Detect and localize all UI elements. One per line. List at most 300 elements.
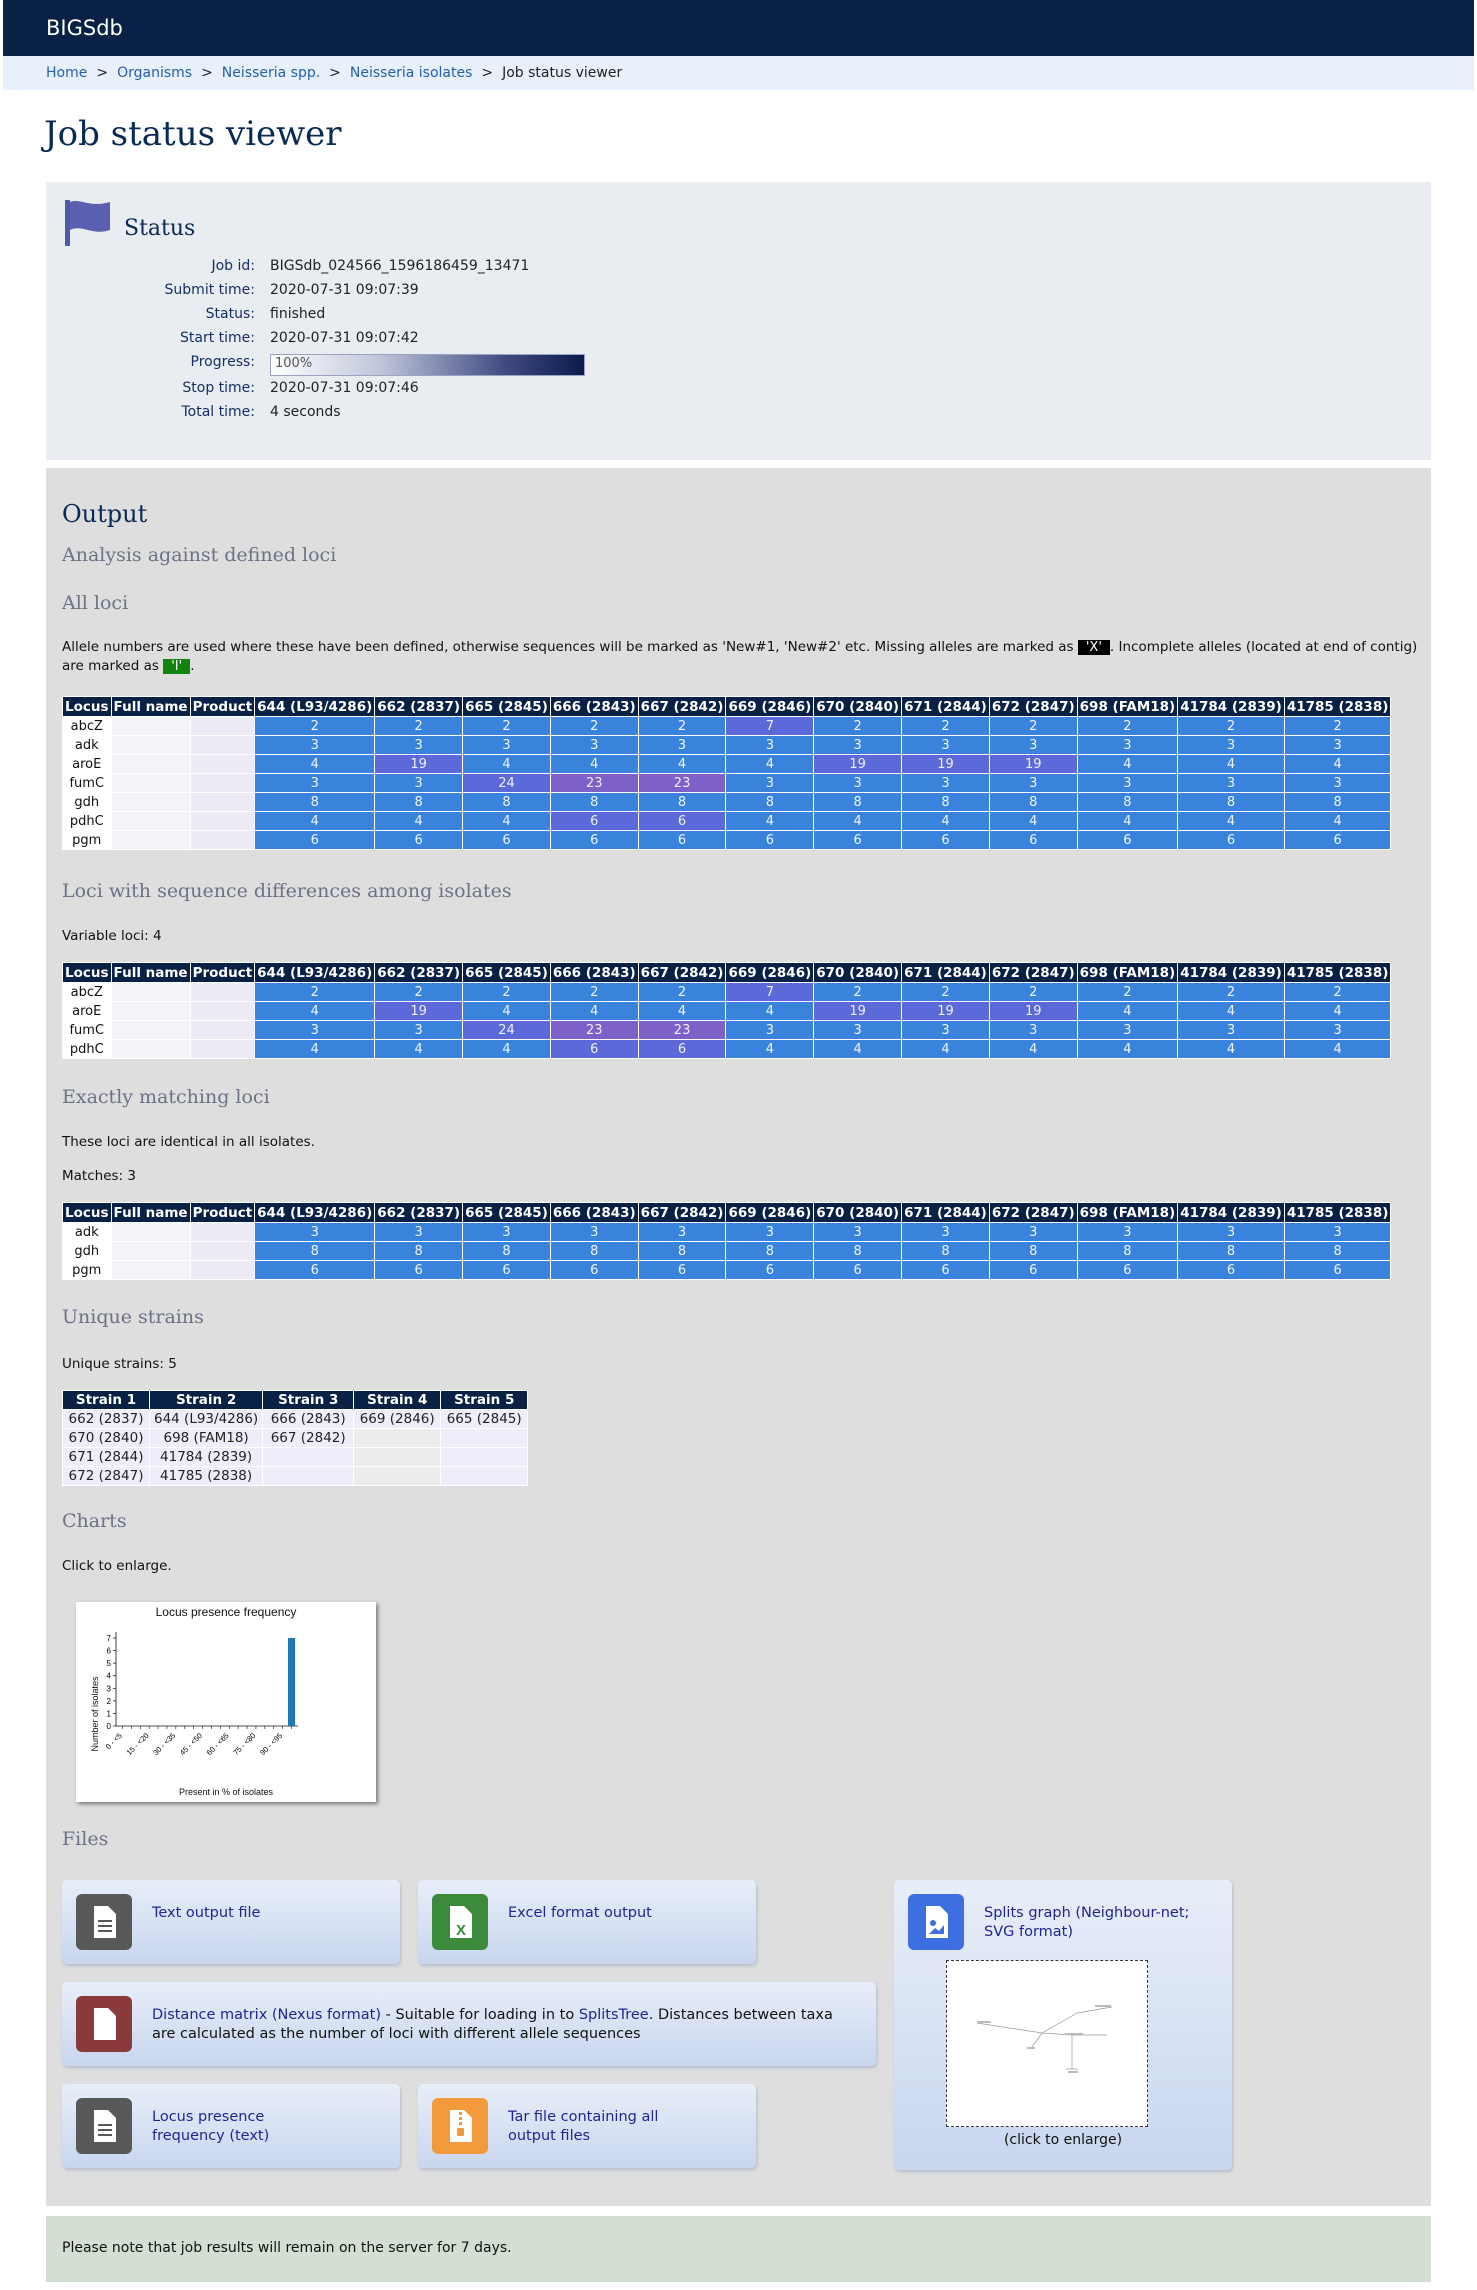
allele-cell: 4 (1284, 1002, 1391, 1021)
job-id-label: Job id: (211, 258, 255, 274)
chart-title: Locus presence frequency (155, 1605, 297, 1619)
allele-cell: 8 (638, 1242, 726, 1261)
allele-cell: 19 (814, 755, 902, 774)
allele-cell: 4 (1077, 1040, 1178, 1059)
allele-cell: 3 (638, 1223, 726, 1242)
allele-cell: 8 (1077, 1242, 1178, 1261)
column-header: 41785 (2838) (1284, 1203, 1391, 1223)
table-row (63, 1429, 528, 1448)
progress-value: 100% (275, 356, 313, 371)
allele-cell: 6 (550, 812, 638, 831)
allele-cell: 6 (638, 1040, 726, 1059)
progress-bar (270, 354, 585, 376)
breadcrumb (3, 56, 1474, 90)
allele-cell: 8 (1178, 1242, 1285, 1261)
splits-graph-image (947, 1961, 1147, 2126)
strain-cell (441, 1429, 528, 1448)
column-header: 41784 (2839) (1178, 1203, 1285, 1223)
distance-matrix-link[interactable]: Distance matrix (Nexus format) (152, 2007, 382, 2023)
allele-cell: 8 (726, 1242, 814, 1261)
chart-x-tick-label: 60 - <65 (204, 1731, 231, 1758)
column-header: Locus (63, 963, 112, 983)
locus-cell: fumC (63, 1021, 112, 1040)
allele-cell: 4 (726, 1040, 814, 1059)
page-title: Job status viewer (44, 114, 342, 154)
image-file-icon (908, 1894, 964, 1950)
text-output-link[interactable]: Text output file (152, 1905, 261, 1921)
column-header: 671 (2844) (902, 963, 990, 983)
allele-cell: 23 (550, 1021, 638, 1040)
product-cell (190, 755, 255, 774)
strain-cell: 671 (2844) (63, 1448, 150, 1467)
full-name-cell (111, 755, 190, 774)
total-time-row (46, 404, 1046, 426)
allele-cell: 2 (550, 983, 638, 1002)
chart-x-tick-label: 15 - <20 (124, 1731, 151, 1758)
allele-cell: 2 (989, 717, 1077, 736)
stop-time-value: 2020-07-31 09:07:46 (270, 380, 419, 396)
column-header: Locus (63, 1203, 112, 1223)
allele-note-text: Allele numbers are used where these have been defined, otherwise sequences will be marked as 'New#1, 'New#2' etc. Missing alleles are marked as (62, 639, 1074, 655)
total-time-value: 4 seconds (270, 404, 341, 420)
output-title: Output (62, 500, 148, 528)
allele-cell: 2 (638, 717, 726, 736)
allele-cell: 6 (255, 831, 375, 850)
strain-column-header: Strain 1 (63, 1391, 150, 1410)
column-header: 667 (2842) (638, 1203, 726, 1223)
splitstree-link[interactable]: SplitsTree (578, 2007, 649, 2023)
product-cell (190, 774, 255, 793)
product-cell (190, 1261, 255, 1280)
allele-cell: 3 (1284, 736, 1391, 755)
click-to-enlarge-label: (click to enlarge) (1003, 2132, 1123, 2148)
allele-cell: 8 (726, 793, 814, 812)
allele-cell: 19 (902, 1002, 990, 1021)
column-header: 698 (FAM18) (1077, 697, 1178, 717)
strain-column-header: Strain 4 (354, 1391, 441, 1410)
total-time-label: Total time: (181, 404, 255, 420)
allele-cell: 4 (255, 755, 375, 774)
allele-cell: 3 (1178, 774, 1285, 793)
table-row (63, 1448, 528, 1467)
allele-cell: 2 (1178, 717, 1285, 736)
allele-cell: 3 (902, 1223, 990, 1242)
locus-cell: gdh (63, 1242, 112, 1261)
allele-cell: 2 (255, 983, 375, 1002)
breadcrumb-separator: > (481, 65, 494, 81)
locus-presence-text-card[interactable] (62, 2084, 400, 2168)
brand-logo[interactable]: BIGSdb (46, 16, 123, 40)
allele-cell: 8 (1077, 793, 1178, 812)
distance-matrix-card[interactable] (62, 1982, 876, 2066)
matching-loci-table (62, 1202, 1391, 1280)
column-header: 666 (2843) (550, 697, 638, 717)
chart-y-tick-label: 4 (106, 1671, 111, 1681)
column-header: 670 (2840) (814, 697, 902, 717)
allele-cell: 6 (726, 1261, 814, 1280)
breadcrumb-separator: > (201, 65, 213, 81)
locus-cell: pdhC (63, 812, 112, 831)
allele-note (62, 638, 1422, 676)
column-header: 698 (FAM18) (1077, 1203, 1178, 1223)
product-cell (190, 983, 255, 1002)
breadcrumb-separator: > (329, 65, 341, 81)
excel-output-link[interactable]: Excel format output (508, 1905, 652, 1921)
full-name-cell (111, 1261, 190, 1280)
allele-cell: 8 (550, 1242, 638, 1261)
allele-note-text-4: . (190, 658, 195, 674)
strain-cell (441, 1448, 528, 1467)
allele-cell: 4 (1178, 1040, 1285, 1059)
breadcrumb-neisseria-isolates[interactable]: Neisseria isolates (349, 65, 473, 81)
column-header: 662 (2837) (375, 697, 463, 717)
allele-cell: 23 (638, 774, 726, 793)
table-row (63, 1242, 1391, 1261)
full-name-cell (111, 812, 190, 831)
allele-cell: 2 (1284, 717, 1391, 736)
allele-cell: 6 (1077, 1261, 1178, 1280)
column-header: 41784 (2839) (1178, 697, 1285, 717)
allele-cell: 4 (989, 812, 1077, 831)
splits-graph-thumbnail[interactable] (946, 1960, 1148, 2127)
allele-cell: 3 (550, 1223, 638, 1242)
allele-cell: 3 (375, 736, 463, 755)
excel-file-icon (432, 1894, 488, 1950)
status-panel (46, 182, 1431, 460)
column-header: Locus (63, 697, 112, 717)
allele-cell: 6 (989, 1261, 1077, 1280)
breadcrumb-current: Job status viewer (502, 65, 623, 81)
strain-cell: 667 (2842) (263, 1429, 354, 1448)
allele-cell: 8 (814, 1242, 902, 1261)
allele-cell: 3 (375, 774, 463, 793)
allele-cell: 6 (1077, 831, 1178, 850)
allele-cell: 3 (1178, 1223, 1285, 1242)
chart-ylabel: Number of isolates (90, 1676, 100, 1752)
document-file-icon (76, 1996, 132, 2052)
allele-cell: 4 (463, 1040, 551, 1059)
allele-cell: 19 (989, 1002, 1077, 1021)
table-row (63, 1261, 1391, 1280)
allele-cell: 2 (814, 983, 902, 1002)
allele-cell: 3 (1077, 736, 1178, 755)
all-loci-heading: All loci (62, 592, 129, 614)
column-header: Product (190, 1203, 255, 1223)
allele-cell: 19 (989, 755, 1077, 774)
product-cell (190, 1021, 255, 1040)
status-label: Status: (205, 306, 255, 322)
stop-time-label: Stop time: (182, 380, 255, 396)
charts-heading: Charts (62, 1510, 127, 1532)
strain-cell: 672 (2847) (63, 1467, 150, 1486)
allele-cell: 3 (726, 1021, 814, 1040)
text-file-icon (76, 1894, 132, 1950)
chart-y-tick-label: 7 (106, 1634, 111, 1643)
full-name-cell (111, 1242, 190, 1261)
product-cell (190, 812, 255, 831)
allele-cell: 4 (638, 1002, 726, 1021)
variable-loci-table (62, 962, 1391, 1059)
column-header: Full name (111, 963, 190, 983)
table-row (63, 812, 1391, 831)
allele-cell: 24 (463, 1021, 551, 1040)
allele-cell: 6 (1178, 831, 1285, 850)
allele-cell: 6 (463, 831, 551, 850)
allele-cell: 4 (1284, 755, 1391, 774)
allele-cell: 2 (463, 717, 551, 736)
allele-cell: 6 (989, 831, 1077, 850)
allele-cell: 8 (814, 793, 902, 812)
allele-cell: 3 (1077, 774, 1178, 793)
allele-cell: 4 (1178, 755, 1285, 774)
text-output-card[interactable] (62, 1880, 400, 1964)
matching-loci-heading: Exactly matching loci (62, 1086, 270, 1108)
allele-cell: 2 (375, 717, 463, 736)
allele-cell: 4 (463, 755, 551, 774)
allele-cell: 8 (1284, 1242, 1391, 1261)
allele-cell: 2 (255, 717, 375, 736)
strain-cell (441, 1467, 528, 1486)
chart-y-tick-label: 3 (106, 1684, 111, 1694)
allele-cell: 6 (638, 812, 726, 831)
strain-cell: 41784 (2839) (150, 1448, 263, 1467)
allele-cell: 3 (989, 736, 1077, 755)
column-header: 672 (2847) (989, 1203, 1077, 1223)
allele-cell: 3 (902, 1021, 990, 1040)
allele-cell: 8 (902, 793, 990, 812)
column-header: 41785 (2838) (1284, 697, 1391, 717)
allele-cell: 6 (375, 1261, 463, 1280)
allele-cell: 2 (463, 983, 551, 1002)
chart-x-tick-label: 90 - <95 (258, 1731, 285, 1758)
product-cell (190, 1040, 255, 1059)
allele-cell: 4 (550, 1002, 638, 1021)
chart-y-tick-label: 6 (106, 1646, 111, 1656)
allele-cell: 4 (1178, 1002, 1285, 1021)
distance-matrix-text: - Suitable for loading in to (381, 2007, 579, 2023)
allele-cell: 6 (375, 831, 463, 850)
allele-cell: 3 (255, 1223, 375, 1242)
locus-cell: aroE (63, 1002, 112, 1021)
allele-cell: 3 (989, 1021, 1077, 1040)
allele-cell: 6 (550, 1040, 638, 1059)
column-header: 665 (2845) (463, 697, 551, 717)
locus-presence-chart[interactable] (76, 1602, 376, 1802)
allele-cell: 4 (902, 1040, 990, 1059)
column-header: 669 (2846) (726, 963, 814, 983)
allele-cell: 2 (1077, 983, 1178, 1002)
product-cell (190, 1002, 255, 1021)
allele-cell: 23 (550, 774, 638, 793)
breadcrumb-neisseria-spp[interactable]: Neisseria spp. (221, 65, 321, 81)
matching-loci-count: Matches: 3 (62, 1168, 136, 1184)
allele-cell: 3 (255, 1021, 375, 1040)
retention-notice (46, 2216, 1431, 2282)
column-header: 670 (2840) (814, 1203, 902, 1223)
column-header: 662 (2837) (375, 963, 463, 983)
column-header: 666 (2843) (550, 963, 638, 983)
allele-cell: 3 (375, 1223, 463, 1242)
allele-cell: 4 (463, 812, 551, 831)
column-header: Product (190, 697, 255, 717)
column-header: 698 (FAM18) (1077, 963, 1178, 983)
allele-cell: 4 (638, 755, 726, 774)
allele-cell: 2 (814, 717, 902, 736)
full-name-cell (111, 793, 190, 812)
strain-cell: 670 (2840) (63, 1429, 150, 1448)
locus-cell: pdhC (63, 1040, 112, 1059)
strain-cell: 666 (2843) (263, 1410, 354, 1429)
allele-cell: 4 (255, 812, 375, 831)
variable-loci-count: Variable loci: 4 (62, 928, 162, 944)
allele-cell: 3 (814, 774, 902, 793)
column-header: 41784 (2839) (1178, 963, 1285, 983)
table-row (63, 1002, 1391, 1021)
table-row (63, 1021, 1391, 1040)
progress-label: Progress: (190, 354, 255, 370)
allele-cell: 6 (638, 1261, 726, 1280)
product-cell (190, 1242, 255, 1261)
column-header: 671 (2844) (902, 1203, 990, 1223)
allele-cell: 8 (638, 793, 726, 812)
allele-cell: 7 (726, 983, 814, 1002)
allele-cell: 2 (1077, 717, 1178, 736)
full-name-cell (111, 983, 190, 1002)
status-title: Status (124, 216, 196, 241)
locus-presence-chart-svg (76, 1602, 376, 1802)
strain-cell: 41785 (2838) (150, 1467, 263, 1486)
product-cell (190, 1223, 255, 1242)
missing-allele-badge: 'X' (1078, 640, 1110, 655)
splits-graph-card[interactable] (894, 1880, 1232, 2170)
allele-cell: 3 (902, 774, 990, 793)
incomplete-allele-badge: 'I' (163, 659, 190, 674)
allele-cell: 2 (902, 717, 990, 736)
column-header: 644 (L93/4286) (255, 1203, 375, 1223)
allele-cell: 3 (1284, 774, 1391, 793)
submit-time-row (46, 282, 1046, 304)
chart-x-tick-label: 30 - <35 (151, 1731, 178, 1758)
status-value: finished (270, 306, 326, 322)
locus-cell: gdh (63, 793, 112, 812)
status-row (46, 306, 1046, 328)
unique-strains-heading: Unique strains (62, 1306, 204, 1328)
column-header: 671 (2844) (902, 697, 990, 717)
full-name-cell (111, 1223, 190, 1242)
breadcrumb-organisms[interactable]: Organisms (117, 65, 193, 81)
allele-cell: 4 (375, 1040, 463, 1059)
output-panel (46, 468, 1431, 2206)
table-row (63, 736, 1391, 755)
strain-column-header: Strain 5 (441, 1391, 528, 1410)
allele-cell: 24 (463, 774, 551, 793)
distance-matrix-text-3: are calculated as the number of loci with different allele sequences (152, 2026, 641, 2042)
distance-matrix-description (152, 2006, 862, 2044)
allele-cell: 3 (1077, 1223, 1178, 1242)
allele-cell: 3 (463, 1223, 551, 1242)
allele-cell: 2 (989, 983, 1077, 1002)
allele-cell: 3 (255, 736, 375, 755)
unique-strains-table (62, 1390, 528, 1486)
allele-cell: 3 (726, 736, 814, 755)
locus-cell: pgm (63, 1261, 112, 1280)
allele-cell: 8 (375, 1242, 463, 1261)
allele-cell: 3 (1077, 1021, 1178, 1040)
unique-strains-count: Unique strains: 5 (62, 1356, 177, 1372)
strain-cell: 698 (FAM18) (150, 1429, 263, 1448)
allele-cell: 4 (1077, 812, 1178, 831)
matching-loci-note: These loci are identical in all isolates. (62, 1134, 315, 1150)
allele-cell: 7 (726, 717, 814, 736)
breadcrumb-home[interactable]: Home (46, 65, 88, 81)
strain-column-header: Strain 2 (150, 1391, 263, 1410)
all-loci-table (62, 696, 1391, 850)
allele-cell: 3 (989, 1223, 1077, 1242)
full-name-cell (111, 736, 190, 755)
tar-file-link[interactable]: Tar file containing all output files (508, 2109, 659, 2144)
locus-cell: abcZ (63, 983, 112, 1002)
allele-cell: 4 (255, 1002, 375, 1021)
allele-cell: 2 (1178, 983, 1285, 1002)
allele-cell: 8 (902, 1242, 990, 1261)
allele-cell: 4 (1284, 1040, 1391, 1059)
allele-cell: 4 (1077, 1002, 1178, 1021)
column-header: Full name (111, 697, 190, 717)
tar-file-card[interactable] (418, 2084, 756, 2168)
column-header: 670 (2840) (814, 963, 902, 983)
column-header: Product (190, 963, 255, 983)
chart-x-tick-label: 45 - <50 (177, 1731, 204, 1758)
archive-file-icon (432, 2098, 488, 2154)
allele-cell: 3 (726, 774, 814, 793)
full-name-cell (111, 1021, 190, 1040)
allele-cell: 6 (1284, 1261, 1391, 1280)
allele-cell: 6 (902, 831, 990, 850)
allele-note-text-2: . Incomplete alleles (located at end of contig) (1109, 639, 1418, 655)
column-header: 644 (L93/4286) (255, 697, 375, 717)
chart-x-tick-label: 75 - <80 (231, 1731, 258, 1758)
allele-cell: 8 (989, 793, 1077, 812)
allele-cell: 4 (1178, 812, 1285, 831)
allele-cell: 2 (638, 983, 726, 1002)
splits-graph-link[interactable]: Splits graph (Neighbour-net; SVG format) (984, 1905, 1190, 1940)
locus-presence-text-link[interactable]: Locus presence frequency (text) (152, 2109, 270, 2144)
excel-output-card[interactable] (418, 1880, 756, 1964)
allele-cell: 6 (638, 831, 726, 850)
chart-y-tick-label: 1 (106, 1709, 111, 1719)
allele-cell: 3 (1178, 736, 1285, 755)
chart-y-tick-label: 0 (106, 1722, 111, 1731)
allele-cell: 8 (375, 793, 463, 812)
allele-cell: 6 (814, 831, 902, 850)
chart-y-tick-label: 2 (106, 1696, 111, 1706)
allele-cell: 4 (463, 1002, 551, 1021)
column-header: 41785 (2838) (1284, 963, 1391, 983)
retention-note-text: Please note that job results will remain on the server for 7 days. (62, 2240, 512, 2256)
table-row (63, 1467, 528, 1486)
allele-cell: 4 (726, 812, 814, 831)
allele-cell: 4 (989, 1040, 1077, 1059)
allele-cell: 4 (255, 1040, 375, 1059)
strain-cell: 662 (2837) (63, 1410, 150, 1429)
flag-icon (62, 196, 114, 248)
chart-xlabel: Present in % of isolates (178, 1787, 274, 1797)
locus-cell: aroE (63, 755, 112, 774)
strain-cell (354, 1448, 441, 1467)
allele-cell: 3 (989, 774, 1077, 793)
strain-column-header: Strain 3 (263, 1391, 354, 1410)
column-header: 662 (2837) (375, 1203, 463, 1223)
